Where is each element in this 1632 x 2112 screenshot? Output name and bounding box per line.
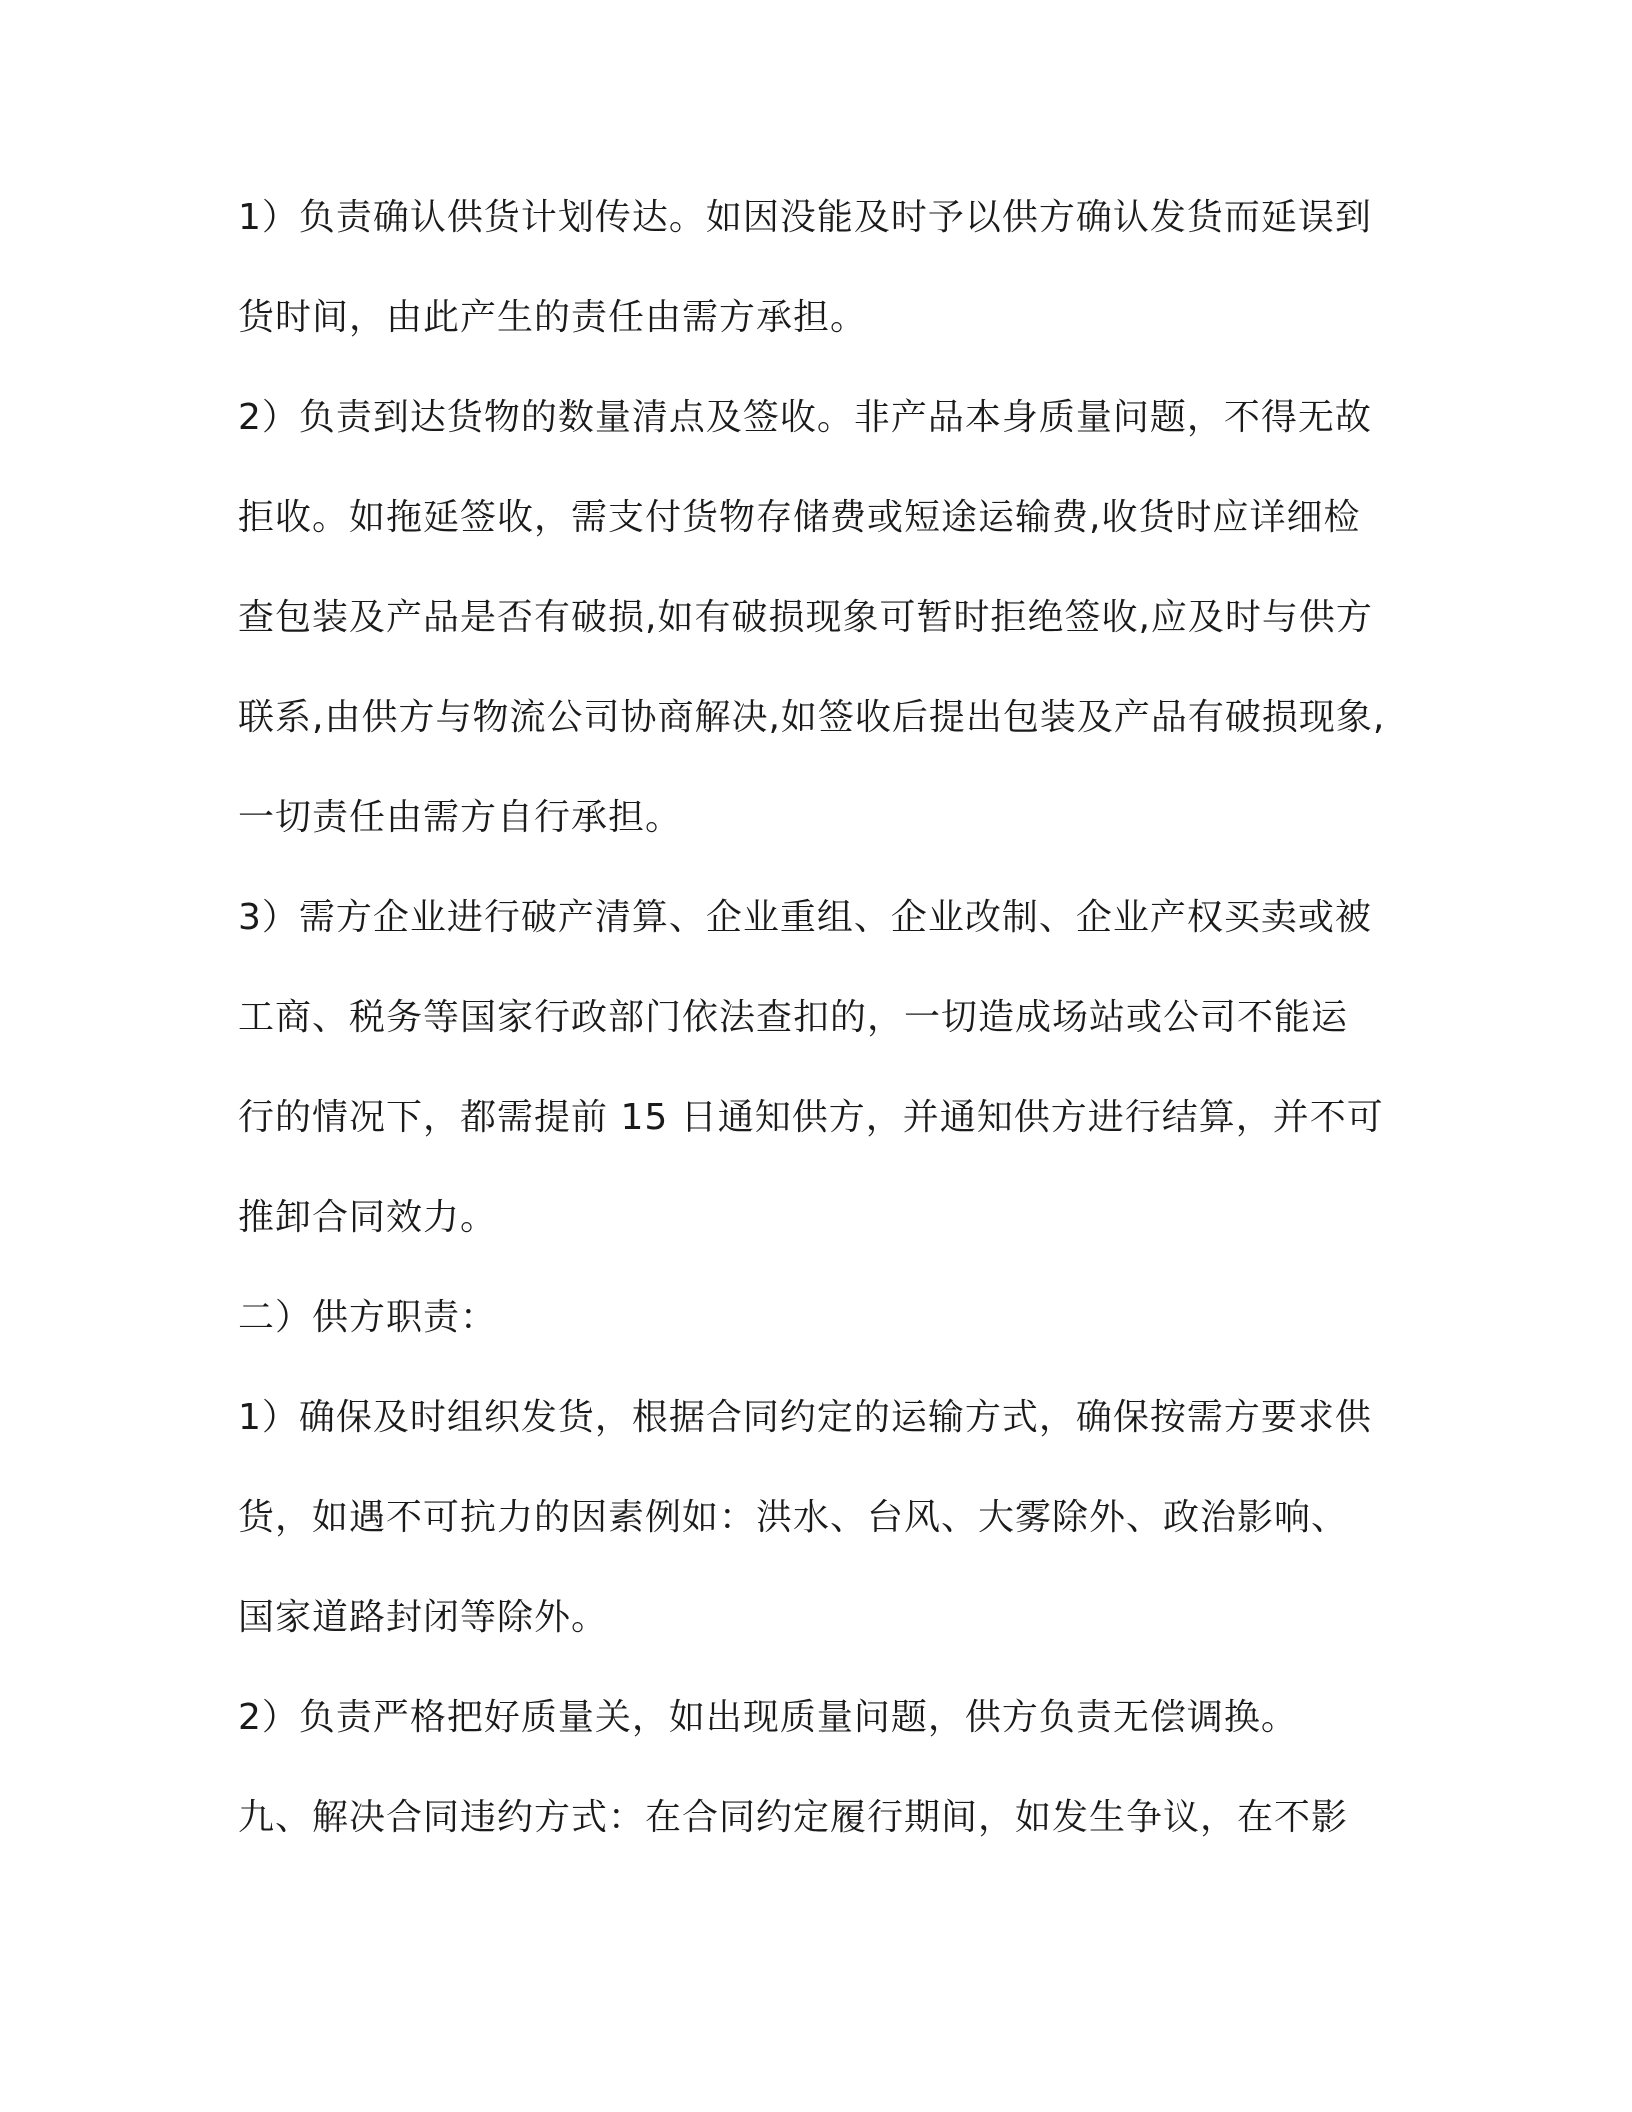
paragraph-line: 一切责任由需方自行承担。 [238, 797, 683, 838]
paragraph-line: 1）确保及时组织发货，根据合同约定的运输方式，确保按需方要求供 [238, 1397, 1372, 1438]
paragraph-line: 货时间，由此产生的责任由需方承担。 [238, 297, 868, 338]
paragraph-line: 2）负责到达货物的数量清点及签收。非产品本身质量问题，不得无故 [238, 397, 1372, 438]
paragraph-line: 推卸合同效力。 [238, 1197, 498, 1238]
paragraph-line: 2）负责严格把好质量关，如出现质量问题，供方负责无偿调换。 [238, 1697, 1298, 1738]
paragraph-line: 货，如遇不可抗力的因素例如：洪水、台风、大雾除外、政治影响、 [238, 1497, 1349, 1538]
paragraph-line: 工商、税务等国家行政部门依法查扣的，一切造成场站或公司不能运 [238, 997, 1349, 1038]
section-heading: 九、解决合同违约方式：在合同约定履行期间，如发生争议，在不影 [238, 1797, 1349, 1838]
paragraph-line: 行的情况下，都需提前 15 日通知供方，并通知供方进行结算，并不可 [238, 1097, 1384, 1138]
paragraph-line: 联系,由供方与物流公司协商解决,如签收后提出包装及产品有破损现象, [238, 697, 1386, 738]
paragraph-line: 查包装及产品是否有破损,如有破损现象可暂时拒绝签收,应及时与供方 [238, 597, 1373, 638]
paragraph-line: 拒收。如拖延签收，需支付货物存储费或短途运输费,收货时应详细检 [238, 497, 1361, 538]
paragraph-line: 国家道路封闭等除外。 [238, 1597, 609, 1638]
section-heading: 二）供方职责： [238, 1297, 498, 1338]
document-body [238, 182, 1398, 1882]
paragraph-line: 1）负责确认供货计划传达。如因没能及时予以供方确认发货而延误到 [238, 197, 1372, 238]
paragraph-line: 3）需方企业进行破产清算、企业重组、企业改制、企业产权买卖或被 [238, 897, 1372, 938]
